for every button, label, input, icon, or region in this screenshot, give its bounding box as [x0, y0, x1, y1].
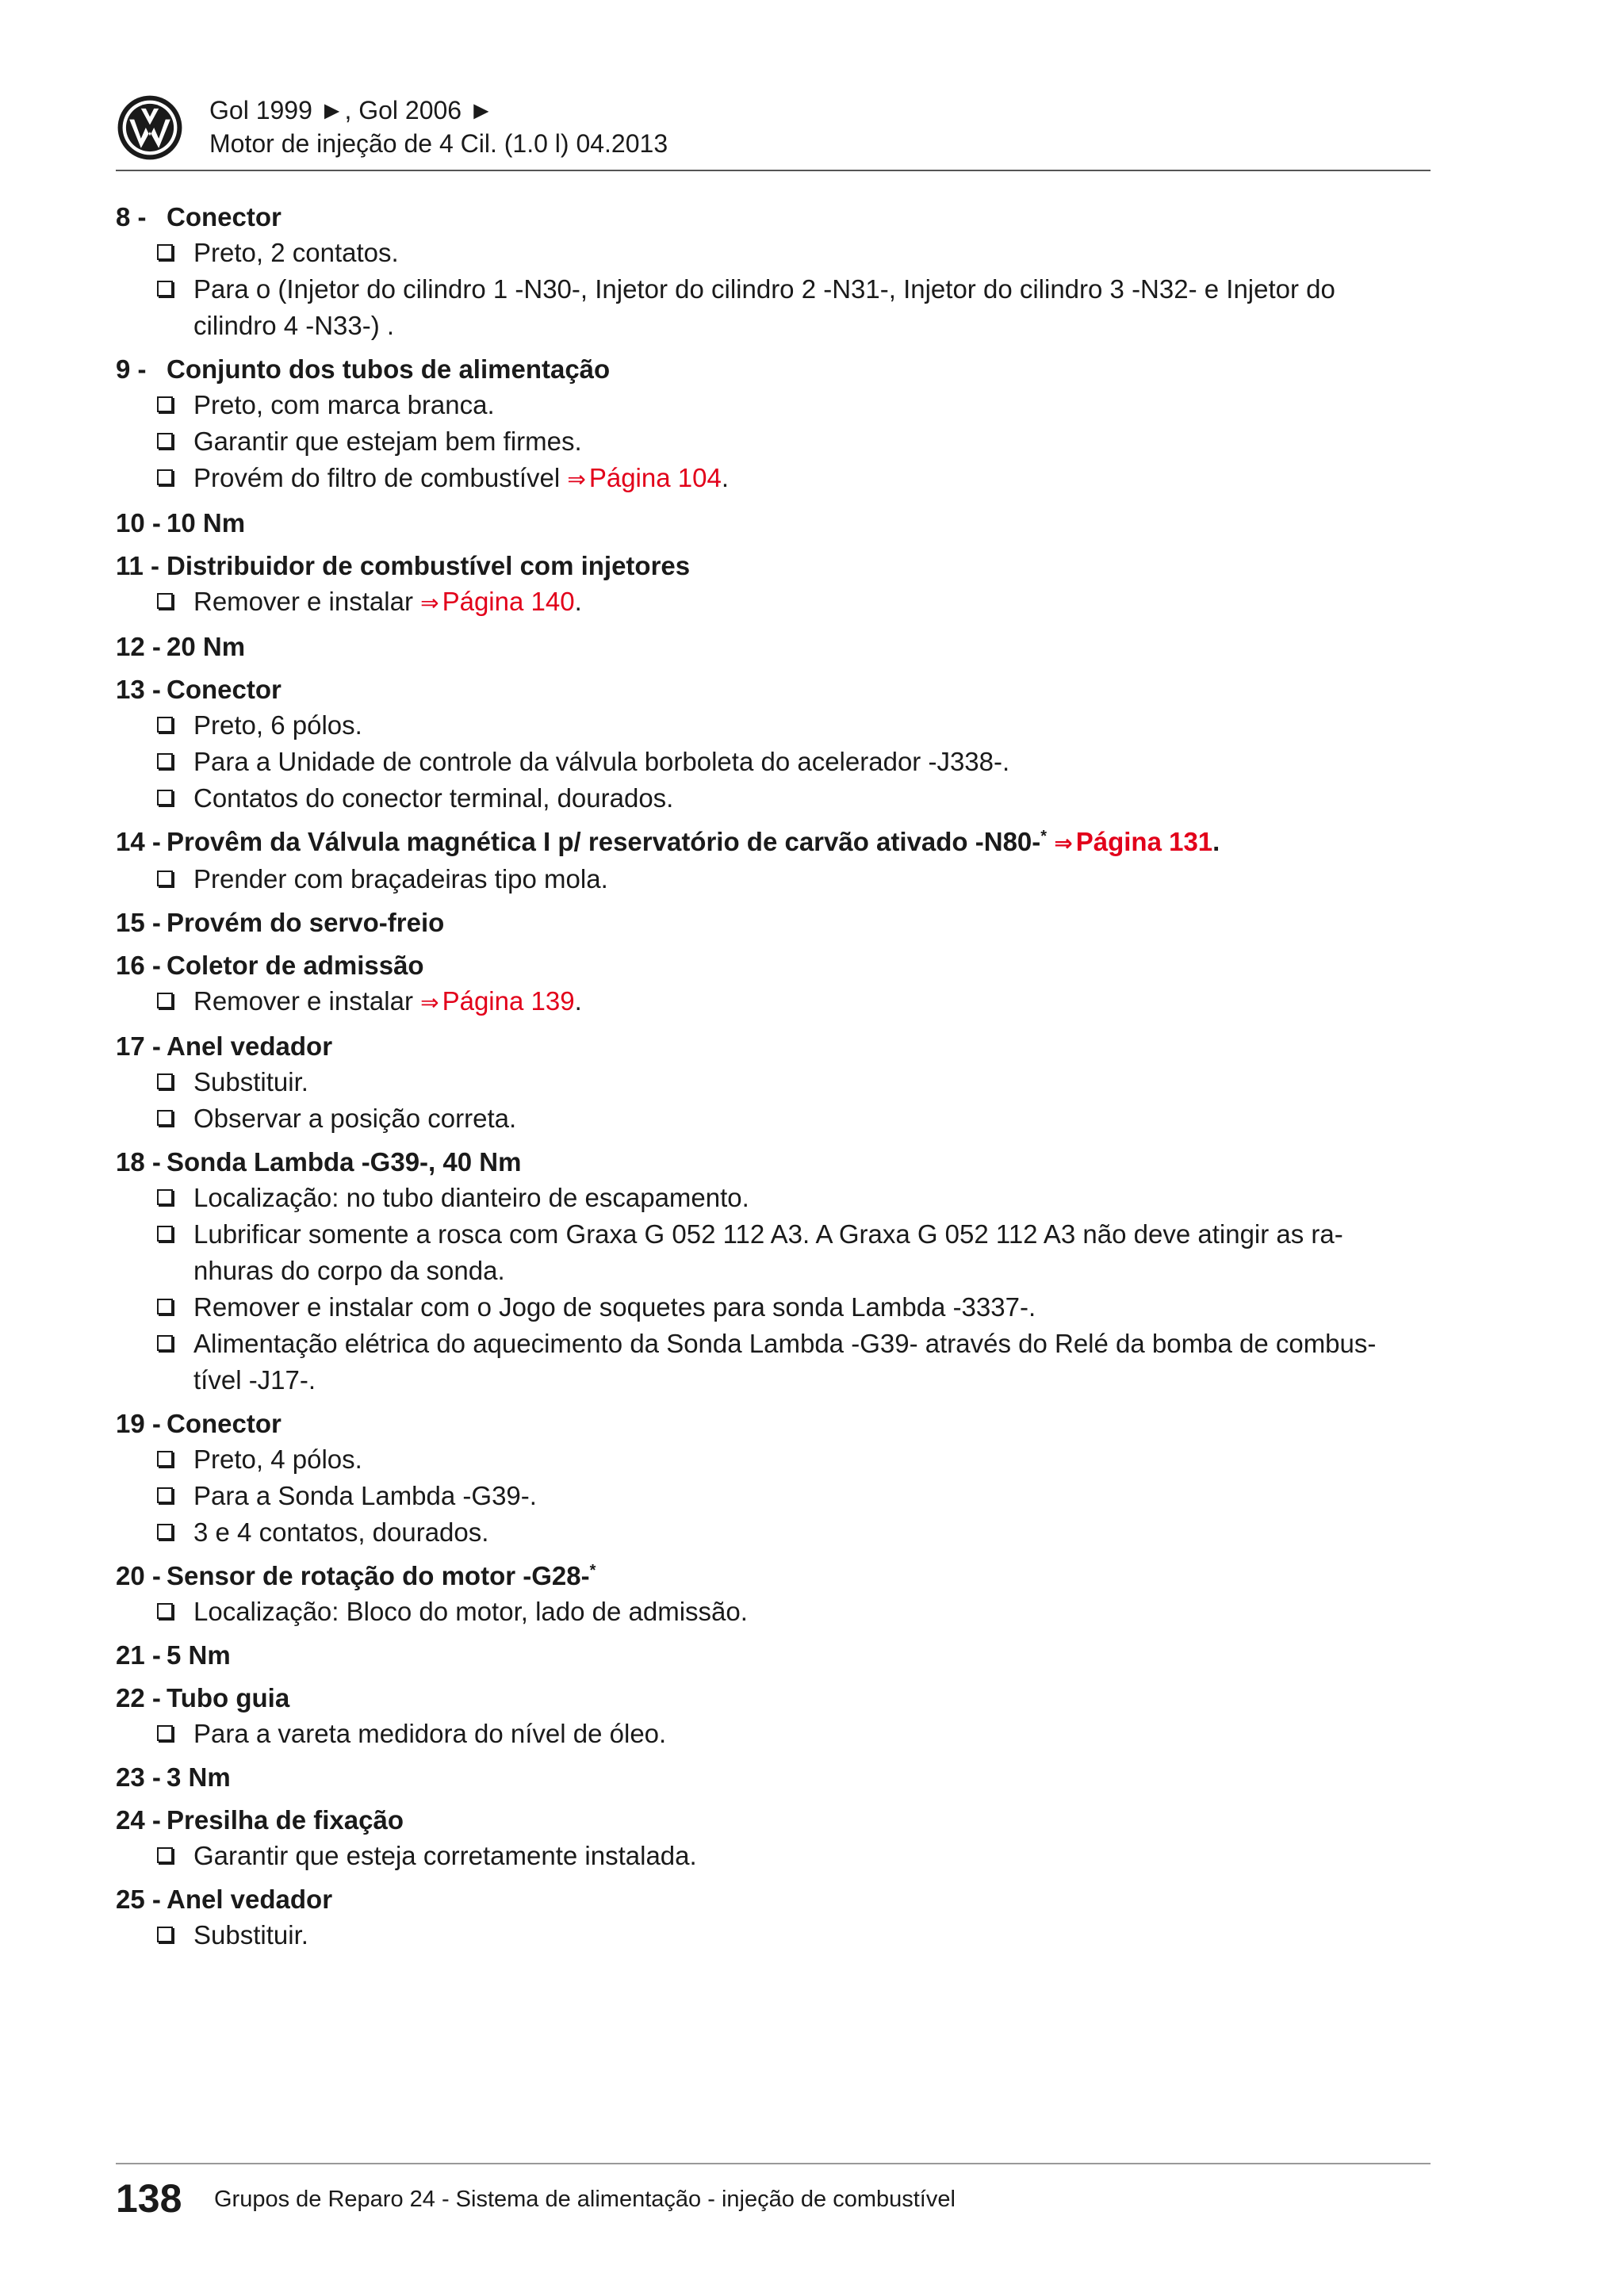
legend-item-number: 9 -	[116, 354, 147, 384]
legend-item	[116, 825, 1432, 897]
checkbox-bullet-icon	[157, 753, 173, 769]
legend-subitem	[116, 1180, 1432, 1216]
legend-subitem	[116, 387, 1432, 423]
legend-item-title	[116, 1882, 1432, 1917]
page-link[interactable]: Página 104	[588, 463, 722, 492]
footnote-marker: *	[1040, 828, 1048, 845]
legend-subitem	[116, 235, 1432, 271]
legend-item-label	[167, 1145, 1432, 1180]
legend-subitem	[116, 1441, 1432, 1478]
legend-item	[116, 1029, 1432, 1137]
legend-subitem-text: Garantir que esteja corretamente instalada.	[193, 1841, 697, 1870]
legend-subitem	[116, 1289, 1432, 1326]
checkbox-bullet-icon	[157, 1335, 173, 1351]
legend-subitem-text: Substituir.	[193, 1067, 308, 1096]
legend-subitem-text: Remover e instalar	[193, 587, 421, 616]
legend-subitem	[116, 707, 1432, 744]
checkbox-bullet-icon	[157, 244, 173, 260]
legend-subitem	[116, 780, 1432, 817]
legend-subitem	[116, 1478, 1432, 1514]
legend-subitem-text: Substituir.	[193, 1920, 308, 1950]
legend-item-label	[167, 1681, 1432, 1716]
legend-subitem-text: Para o (Injetor do cilindro 1 -N30-, Injetor do cilindro 2 -N31-, Injetor do cilindro 3 -N32- e Injetor do cilindro 4 -N33-) .	[193, 274, 1335, 340]
page-link[interactable]: Página 139	[442, 986, 575, 1016]
legend-item-label-text: Anel vedador	[167, 1885, 333, 1914]
legend-item-number: 10 -	[116, 508, 161, 538]
checkbox-bullet-icon	[157, 790, 173, 806]
legend-item-number: 21 -	[116, 1640, 161, 1670]
legend-item-label-text: Provém do servo-freio	[167, 908, 445, 937]
legend-item-number: 22 -	[116, 1683, 161, 1712]
legend-item-label	[167, 905, 1432, 940]
checkbox-bullet-icon	[157, 1487, 173, 1503]
legend-subitem-text: Garantir que estejam bem firmes.	[193, 427, 582, 456]
legend-item-title	[116, 672, 1432, 707]
legend-item-label	[167, 200, 1432, 235]
legend-item	[116, 948, 1432, 1021]
legend-item	[116, 200, 1432, 344]
legend-item	[116, 1145, 1432, 1399]
legend-item-label	[167, 1029, 1432, 1064]
legend-item-title	[116, 352, 1432, 387]
legend-subitem-text: Observar a posição correta.	[193, 1104, 517, 1133]
legend-item-number: 18 -	[116, 1147, 161, 1177]
legend-subitem	[116, 1216, 1432, 1289]
legend-item-label-text: Anel vedador	[167, 1031, 333, 1061]
legend-item-number: 25 -	[116, 1885, 161, 1914]
legend-item-label	[167, 352, 1432, 387]
legend-subitem-text: Para a Unidade de controle da válvula borboleta do acelerador -J338-.	[193, 747, 1010, 776]
arrow-right-icon: ⇒	[1054, 831, 1073, 855]
legend-item-number: 12 -	[116, 632, 161, 661]
checkbox-bullet-icon	[157, 281, 173, 297]
page-footer	[116, 2163, 1431, 2221]
checkbox-bullet-icon	[157, 396, 173, 412]
legend-item	[116, 1559, 1432, 1630]
legend-item-title	[116, 1681, 1432, 1716]
header-divider	[116, 170, 1431, 171]
page-link[interactable]: Página 140	[442, 587, 575, 616]
checkbox-bullet-icon	[157, 717, 173, 733]
legend-subitem	[116, 1594, 1432, 1630]
legend-item-title	[116, 1145, 1432, 1180]
checkbox-bullet-icon	[157, 1451, 173, 1467]
legend-item-number: 14 -	[116, 827, 161, 856]
legend-item-label-text: 5 Nm	[167, 1640, 231, 1670]
legend-item	[116, 1638, 1432, 1673]
legend-subitem-text: Contatos do conector terminal, dourados.	[193, 783, 674, 813]
legend-item-label-text: Conjunto dos tubos de alimentação	[167, 354, 611, 384]
legend-item-label-text: Distribuidor de combustível com injetores	[167, 551, 691, 580]
legend-item-label	[167, 549, 1432, 584]
legend-item-label-text: Sonda Lambda -G39-, 40 Nm	[167, 1147, 522, 1177]
legend-item-number: 15 -	[116, 908, 161, 937]
page-header	[116, 90, 1431, 171]
legend-item	[116, 1760, 1432, 1795]
legend-item-title	[116, 825, 1432, 861]
legend-item-label-text: Sensor de rotação do motor -G28-	[167, 1561, 590, 1590]
legend-item-label	[167, 629, 1432, 664]
checkbox-bullet-icon	[157, 993, 173, 1008]
legend-item-label-text: Conector	[167, 202, 282, 232]
page-number: 138	[116, 2176, 182, 2221]
legend-item-title	[116, 1803, 1432, 1838]
legend-item	[116, 672, 1432, 817]
page-link[interactable]: Página 131	[1075, 827, 1213, 856]
legend-subitem	[116, 1917, 1432, 1954]
legend-item-label	[167, 1559, 1432, 1594]
legend-item-title	[116, 549, 1432, 584]
legend-item-label-text: Coletor de admissão	[167, 951, 424, 980]
checkbox-bullet-icon	[157, 1299, 173, 1314]
punctuation: .	[721, 463, 729, 492]
legend-item-label	[167, 506, 1432, 541]
legend-subitem-text: Para a vareta medidora do nível de óleo.	[193, 1719, 667, 1748]
legend-item	[116, 549, 1432, 622]
legend-subitem-text: Preto, com marca branca.	[193, 390, 495, 419]
checkbox-bullet-icon	[157, 1226, 173, 1242]
checkbox-bullet-icon	[157, 1189, 173, 1205]
checkbox-bullet-icon	[157, 593, 173, 609]
legend-subitem	[116, 1514, 1432, 1551]
legend-subitem	[116, 460, 1432, 498]
legend-subitem-text: Preto, 2 contatos.	[193, 238, 399, 267]
checkbox-bullet-icon	[157, 1725, 173, 1741]
footer-divider	[116, 2163, 1431, 2164]
checkbox-bullet-icon	[157, 433, 173, 449]
legend-subitem-text: Remover e instalar	[193, 986, 421, 1016]
legend-item-label	[167, 1803, 1432, 1838]
legend-item-label-text: Conector	[167, 675, 282, 704]
legend-item-label-text: Tubo guia	[167, 1683, 290, 1712]
legend-subitem	[116, 423, 1432, 460]
legend-item-title	[116, 1638, 1432, 1673]
footnote-marker: *	[589, 1562, 596, 1579]
punctuation: .	[574, 587, 582, 616]
legend-item-label	[167, 1882, 1432, 1917]
legend-item-title	[116, 1559, 1432, 1594]
legend-subitem-text: Remover e instalar com o Jogo de soquetes para sonda Lambda -3337-.	[193, 1292, 1036, 1322]
legend-subitem-text: Preto, 6 pólos.	[193, 710, 362, 740]
legend-subitem	[116, 1838, 1432, 1874]
legend-subitem	[116, 271, 1432, 344]
legend-item-label	[167, 948, 1432, 983]
legend-item-number: 17 -	[116, 1031, 161, 1061]
legend-item-number: 13 -	[116, 675, 161, 704]
punctuation: .	[574, 986, 582, 1016]
legend-item-label-text: Conector	[167, 1409, 282, 1438]
legend-item-title	[116, 1029, 1432, 1064]
legend-subitem-text: Para a Sonda Lambda -G39-.	[193, 1481, 537, 1510]
header-text	[209, 94, 668, 160]
punctuation: .	[1212, 827, 1220, 856]
legend-item-number: 16 -	[116, 951, 161, 980]
legend-item-label	[167, 1638, 1432, 1673]
legend-item-label-text: Provêm da Válvula magnética I p/ reservatório de carvão ativado -N80-	[167, 827, 1041, 856]
header-model: Gol 1999 ►, Gol 2006 ►	[209, 96, 494, 124]
legend-subitem	[116, 1326, 1432, 1399]
legend-subitem-text: Alimentação elétrica do aquecimento da Sonda Lambda -G39- através do Relé da bomba de combustível -J17-.	[193, 1329, 1377, 1395]
legend-subitem-text: Prender com braçadeiras tipo mola.	[193, 864, 608, 894]
legend-subitem-text: Preto, 4 pólos.	[193, 1445, 362, 1474]
legend-item-label	[167, 1406, 1432, 1441]
legend-item	[116, 1406, 1432, 1551]
legend-subitem	[116, 861, 1432, 897]
legend-subitem	[116, 1064, 1432, 1100]
legend-subitem-text: Lubrificar somente a rosca com Graxa G 052 112 A3. A Graxa G 052 112 A3 não deve atingir as ranhuras do corpo da sonda.	[193, 1219, 1343, 1285]
arrow-right-icon: ⇒	[567, 467, 586, 492]
checkbox-bullet-icon	[157, 1110, 173, 1126]
footer-chapter: Grupos de Reparo 24 - Sistema de alimentação - injeção de combustível	[214, 2187, 956, 2212]
checkbox-bullet-icon	[157, 1847, 173, 1863]
legend-item	[116, 1882, 1432, 1954]
checkbox-bullet-icon	[157, 469, 173, 485]
checkbox-bullet-icon	[157, 1927, 173, 1942]
legend-item-label-text: 3 Nm	[167, 1762, 231, 1792]
legend-item-label-text: 10 Nm	[167, 508, 246, 538]
legend-subitem	[116, 1100, 1432, 1137]
legend-item-number: 8 -	[116, 202, 147, 232]
legend-item-label	[167, 1760, 1432, 1795]
legend-subitem	[116, 744, 1432, 780]
legend-item-title	[116, 905, 1432, 940]
legend-subitem-text: 3 e 4 contatos, dourados.	[193, 1517, 489, 1547]
legend-list	[116, 200, 1432, 1961]
legend-subitem-text: Localização: Bloco do motor, lado de admissão.	[193, 1597, 748, 1626]
vw-logo-icon	[116, 94, 184, 162]
legend-item-label	[167, 672, 1432, 707]
legend-item	[116, 1803, 1432, 1874]
legend-item-number: 20 -	[116, 1561, 161, 1590]
legend-item-title	[116, 1406, 1432, 1441]
legend-item-number: 24 -	[116, 1805, 161, 1835]
legend-subitem-text: Localização: no tubo dianteiro de escapamento.	[193, 1183, 749, 1212]
checkbox-bullet-icon	[157, 1603, 173, 1619]
legend-subitem	[116, 584, 1432, 622]
legend-subitem	[116, 1716, 1432, 1752]
checkbox-bullet-icon	[157, 871, 173, 886]
legend-item-title	[116, 506, 1432, 541]
checkbox-bullet-icon	[157, 1073, 173, 1089]
legend-item-label-text: Presilha de fixação	[167, 1805, 404, 1835]
legend-item-title	[116, 948, 1432, 983]
arrow-right-icon: ⇒	[420, 591, 439, 615]
legend-item	[116, 352, 1432, 498]
legend-item-title	[116, 1760, 1432, 1795]
legend-item-number: 23 -	[116, 1762, 161, 1792]
arrow-right-icon: ⇒	[420, 990, 439, 1015]
legend-item-number: 11 -	[116, 551, 160, 580]
legend-item-title	[116, 200, 1432, 235]
header-engine: Motor de injeção de 4 Cil. (1.0 l) 04.2013	[209, 129, 668, 158]
legend-item	[116, 629, 1432, 664]
legend-item	[116, 1681, 1432, 1752]
checkbox-bullet-icon	[157, 1524, 173, 1540]
legend-item-number: 19 -	[116, 1409, 161, 1438]
legend-subitem	[116, 983, 1432, 1021]
legend-item-label-text: 20 Nm	[167, 632, 246, 661]
legend-item	[116, 506, 1432, 541]
legend-subitem-text: Provém do filtro de combustível	[193, 463, 568, 492]
legend-item-label	[167, 825, 1432, 861]
legend-item-title	[116, 629, 1432, 664]
legend-item	[116, 905, 1432, 940]
